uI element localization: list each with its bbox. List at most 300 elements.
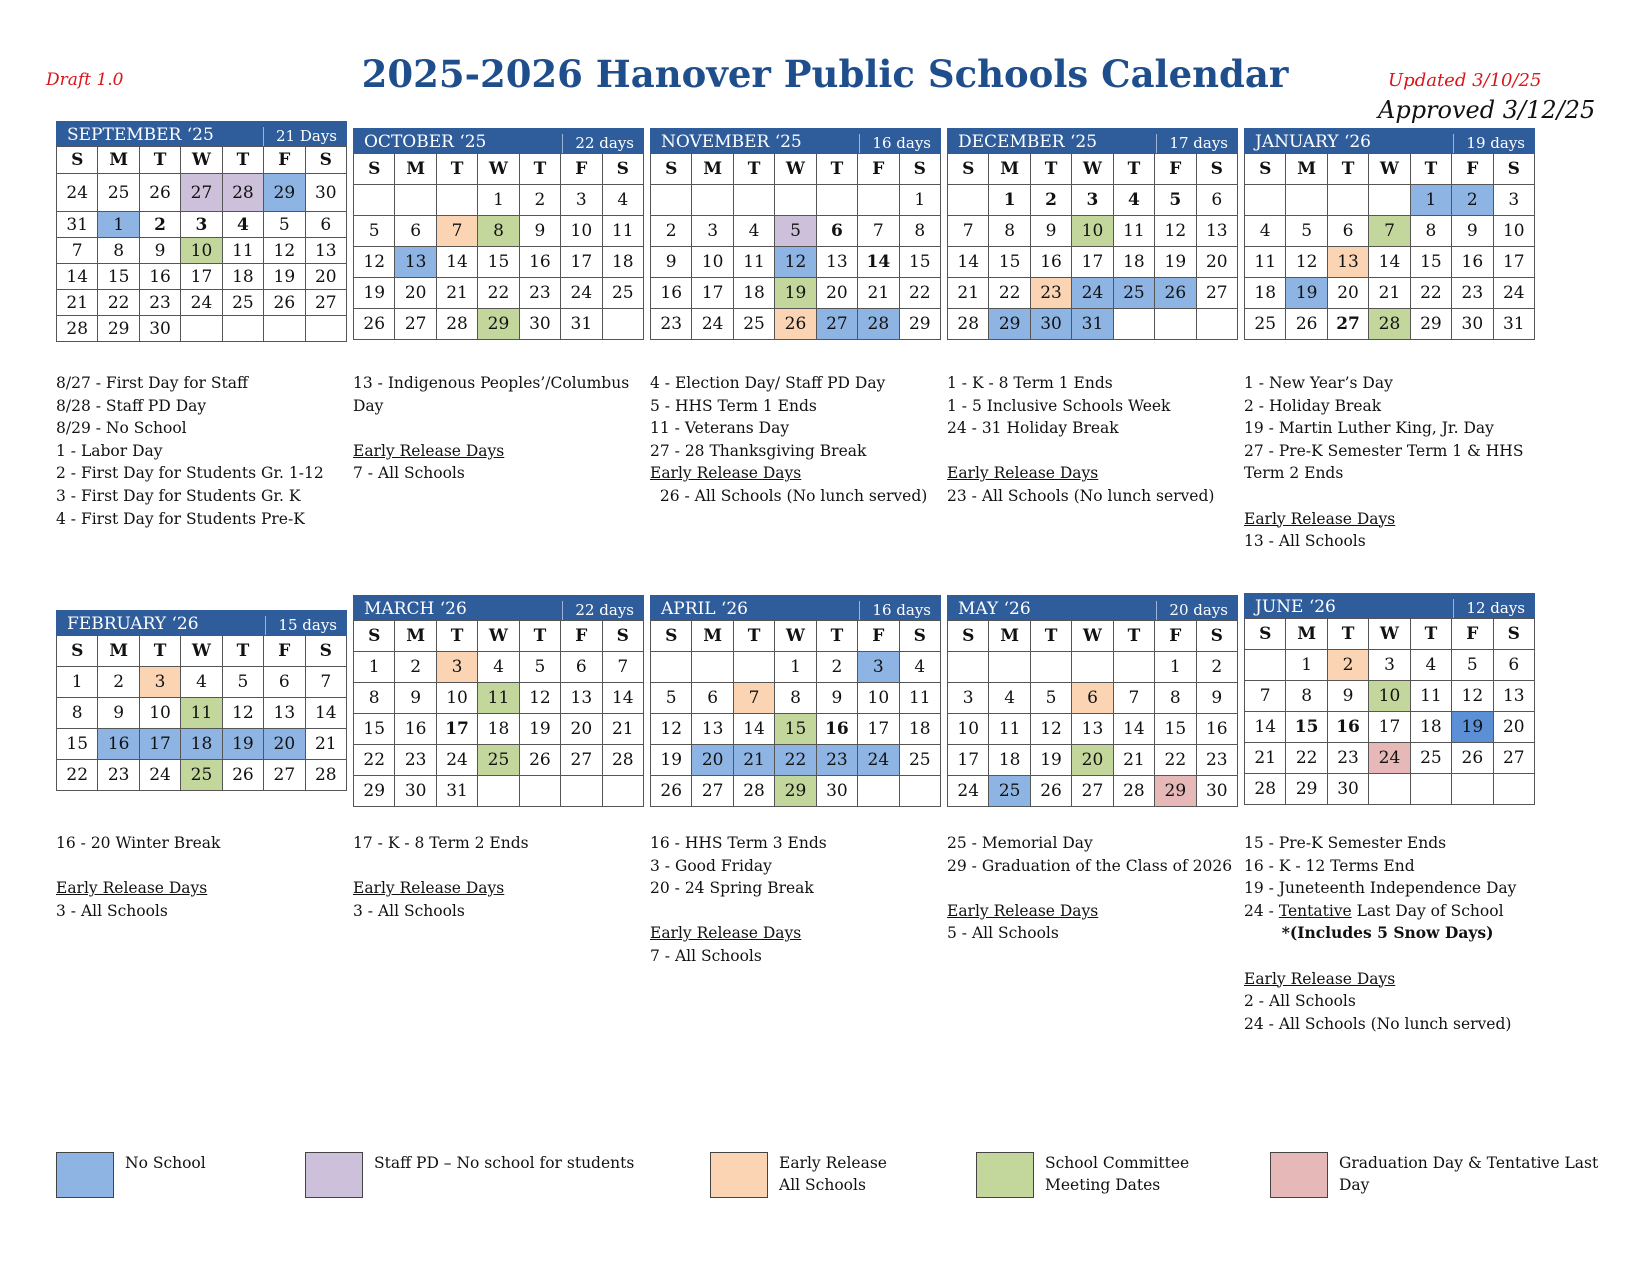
day-cell: 30 <box>1327 774 1368 805</box>
day-cell: 14 <box>602 683 643 714</box>
day-cell: 30 <box>1452 309 1493 340</box>
early-release-heading: Early Release Days <box>947 464 1099 483</box>
weekday-label: S <box>1245 619 1286 650</box>
day-cell: 1 <box>775 652 816 683</box>
week-row <box>354 652 644 683</box>
weekday-label: S <box>354 621 395 652</box>
day-cell: 3 <box>139 667 180 698</box>
day-cell: 5 <box>651 683 692 714</box>
day-cell: 12 <box>1452 681 1493 712</box>
day-cell: 3 <box>948 683 989 714</box>
note-line: 3 - First Day for Students Gr. K <box>56 486 301 505</box>
weekday-label: T <box>1410 154 1451 185</box>
note-line: 1 - New Year’s Day <box>1244 374 1393 392</box>
early-release-heading: Early Release Days <box>947 901 1099 920</box>
day-cell: 22 <box>899 278 940 309</box>
day-cell: 22 <box>775 745 816 776</box>
month-notes <box>1244 832 1544 1035</box>
empty-cell <box>733 652 774 683</box>
week-row <box>57 760 347 791</box>
day-cell: 5 <box>1030 683 1071 714</box>
month-grid <box>56 635 347 791</box>
day-cell: 14 <box>436 247 477 278</box>
month-name: JUNE ‘26 <box>1255 597 1336 617</box>
day-cell: 7 <box>57 238 98 264</box>
day-cell: 13 <box>395 247 436 278</box>
note-line: 2 - All Schools <box>1244 992 1356 1011</box>
empty-cell <box>395 185 436 216</box>
note-line: 3 - Good Friday <box>650 856 772 875</box>
day-cell: 18 <box>1245 278 1286 309</box>
day-cell: 3 <box>692 216 733 247</box>
note-line: 2 - Holiday Break <box>1244 396 1382 415</box>
month-header <box>947 128 1238 153</box>
day-cell: 2 <box>519 185 560 216</box>
day-cell: 6 <box>305 212 346 238</box>
weekday-label: M <box>395 154 436 185</box>
day-cell: 21 <box>1369 278 1410 309</box>
day-cell: 18 <box>1410 712 1451 743</box>
day-cell: 6 <box>816 216 857 247</box>
day-cell: 26 <box>222 760 263 791</box>
day-cell: 15 <box>1410 247 1451 278</box>
weekday-label: S <box>1196 621 1237 652</box>
day-cell: 14 <box>57 264 98 290</box>
day-cell: 28 <box>1369 309 1410 340</box>
day-cell: 20 <box>1327 278 1368 309</box>
day-cell: 27 <box>264 760 305 791</box>
weekday-label: W <box>775 154 816 185</box>
note-line: 8/27 - First Day for Staff <box>56 374 248 392</box>
week-row <box>1245 247 1535 278</box>
day-cell: 30 <box>305 174 346 212</box>
day-cell: 15 <box>478 247 519 278</box>
day-cell: 24 <box>948 776 989 807</box>
day-cell: 16 <box>395 714 436 745</box>
day-cell: 25 <box>478 745 519 776</box>
weekday-label: M <box>989 621 1030 652</box>
week-row <box>57 238 347 264</box>
day-cell: 10 <box>139 698 180 729</box>
day-cell: 21 <box>948 278 989 309</box>
day-cell: 25 <box>1410 743 1451 774</box>
day-cell: 28 <box>1113 776 1154 807</box>
day-cell: 8 <box>989 216 1030 247</box>
day-cell: 20 <box>1196 247 1237 278</box>
month-name: FEBRUARY ‘26 <box>67 614 199 634</box>
day-cell: 9 <box>816 683 857 714</box>
day-cell: 10 <box>1493 216 1534 247</box>
day-cell: 30 <box>1030 309 1071 340</box>
month-notes <box>947 832 1247 945</box>
day-cell: 18 <box>181 729 222 760</box>
month-calendar <box>353 595 644 807</box>
day-cell: 30 <box>395 776 436 807</box>
day-cell: 1 <box>899 185 940 216</box>
day-cell: 16 <box>816 714 857 745</box>
day-cell: 26 <box>651 776 692 807</box>
day-cell: 8 <box>775 683 816 714</box>
weekday-label: F <box>858 154 899 185</box>
day-cell: 2 <box>1327 650 1368 681</box>
day-cell: 17 <box>139 729 180 760</box>
day-cell: 15 <box>57 729 98 760</box>
legend-swatch <box>305 1152 363 1198</box>
week-row <box>1245 712 1535 743</box>
note-line: 13 - Indigenous Peoples’/Columbus <box>353 374 630 392</box>
day-cell: 16 <box>139 264 180 290</box>
early-release-heading: Early Release Days <box>353 441 505 460</box>
day-cell: 4 <box>899 652 940 683</box>
note-line: 16 - HHS Term 3 Ends <box>650 834 827 852</box>
day-cell: 20 <box>561 714 602 745</box>
month-name: MARCH ‘26 <box>364 599 467 619</box>
weekday-label: M <box>692 621 733 652</box>
weekday-label: F <box>264 147 305 174</box>
day-cell: 24 <box>57 174 98 212</box>
note-line: 3 - All Schools <box>56 901 168 920</box>
weekday-label: M <box>98 147 139 174</box>
day-cell: 17 <box>181 264 222 290</box>
day-cell: 2 <box>651 216 692 247</box>
month-header <box>353 128 644 153</box>
day-cell: 11 <box>222 238 263 264</box>
day-cell: 6 <box>1072 683 1113 714</box>
day-cell: 20 <box>1493 712 1534 743</box>
day-cell: 18 <box>478 714 519 745</box>
day-cell: 19 <box>775 278 816 309</box>
day-cell: 20 <box>305 264 346 290</box>
day-cell: 3 <box>561 185 602 216</box>
day-cell: 28 <box>436 309 477 340</box>
weekday-label: S <box>305 147 346 174</box>
legend-swatch <box>56 1152 114 1198</box>
note-line: 1 - Labor Day <box>56 441 163 460</box>
day-cell: 27 <box>181 174 222 212</box>
day-cell: 20 <box>264 729 305 760</box>
note-line: Term 2 Ends <box>1244 464 1344 483</box>
day-cell: 13 <box>816 247 857 278</box>
legend-swatch <box>710 1152 768 1198</box>
day-cell: 12 <box>651 714 692 745</box>
empty-cell <box>899 776 940 807</box>
day-cell: 25 <box>602 278 643 309</box>
note-line: 24 - All Schools (No lunch served) <box>1244 1014 1512 1033</box>
school-days-count: 22 days <box>562 134 644 153</box>
month-calendar <box>947 128 1238 340</box>
empty-cell <box>1369 774 1410 805</box>
day-cell: 22 <box>1155 745 1196 776</box>
day-cell: 12 <box>519 683 560 714</box>
note-line: 27 - Pre-K Semester Term 1 & HHS <box>1244 441 1524 460</box>
month-header <box>56 610 347 635</box>
early-release-heading: Early Release Days <box>353 879 505 898</box>
month-name: SEPTEMBER ‘25 <box>67 125 214 145</box>
month-notes <box>353 832 653 922</box>
day-cell: 11 <box>181 698 222 729</box>
month-grid <box>947 620 1238 807</box>
day-cell: 9 <box>519 216 560 247</box>
empty-cell <box>1493 774 1534 805</box>
empty-cell <box>733 185 774 216</box>
weekday-label: F <box>1155 621 1196 652</box>
day-cell: 27 <box>561 745 602 776</box>
week-row <box>651 652 941 683</box>
day-cell: 8 <box>1286 681 1327 712</box>
day-cell: 15 <box>1286 712 1327 743</box>
day-cell: 6 <box>1493 650 1534 681</box>
empty-cell <box>989 652 1030 683</box>
day-cell: 12 <box>1286 247 1327 278</box>
note-line: 1 - K - 8 Term 1 Ends <box>947 374 1113 392</box>
day-cell: 20 <box>692 745 733 776</box>
day-cell: 23 <box>519 278 560 309</box>
school-days-count: 16 days <box>859 601 941 620</box>
day-cell: 22 <box>1410 278 1451 309</box>
empty-cell <box>1196 309 1237 340</box>
day-cell: 24 <box>1493 278 1534 309</box>
week-row <box>354 745 644 776</box>
empty-cell <box>305 316 346 342</box>
day-cell: 26 <box>519 745 560 776</box>
day-cell: 7 <box>602 652 643 683</box>
day-cell: 13 <box>1072 714 1113 745</box>
day-cell: 16 <box>1196 714 1237 745</box>
week-row <box>1245 650 1535 681</box>
day-cell: 10 <box>858 683 899 714</box>
day-cell: 19 <box>1030 745 1071 776</box>
weekday-label: M <box>98 636 139 667</box>
day-cell: 5 <box>222 667 263 698</box>
weekday-label: F <box>1452 154 1493 185</box>
note-line: 5 - HHS Term 1 Ends <box>650 396 817 415</box>
day-cell: 4 <box>478 652 519 683</box>
day-cell: 8 <box>899 216 940 247</box>
school-days-count: 20 days <box>1156 601 1238 620</box>
note-line <box>947 877 1247 900</box>
note-line: 8/28 - Staff PD Day <box>56 396 207 415</box>
empty-cell <box>264 316 305 342</box>
day-cell: 19 <box>264 264 305 290</box>
day-cell: 14 <box>1245 712 1286 743</box>
day-cell: 1 <box>1286 650 1327 681</box>
day-cell: 27 <box>305 290 346 316</box>
day-cell: 16 <box>1030 247 1071 278</box>
week-row <box>651 185 941 216</box>
day-cell: 21 <box>602 714 643 745</box>
month-grid <box>353 620 644 807</box>
day-cell: 9 <box>395 683 436 714</box>
day-cell: 29 <box>98 316 139 342</box>
month-grid <box>650 153 941 340</box>
weekday-label: W <box>478 621 519 652</box>
weekday-label: F <box>561 154 602 185</box>
day-cell: 15 <box>899 247 940 278</box>
weekday-label: S <box>57 636 98 667</box>
weekday-label: S <box>651 154 692 185</box>
day-cell: 29 <box>1410 309 1451 340</box>
day-cell: 9 <box>1327 681 1368 712</box>
day-cell: 17 <box>948 745 989 776</box>
day-cell: 27 <box>692 776 733 807</box>
legend-swatch <box>1270 1152 1328 1198</box>
day-cell: 1 <box>57 667 98 698</box>
note-line <box>56 855 356 878</box>
empty-cell <box>1113 309 1154 340</box>
month-notes <box>56 832 356 922</box>
weekday-label: T <box>816 621 857 652</box>
day-cell: 17 <box>692 278 733 309</box>
weekday-label: F <box>264 636 305 667</box>
day-cell: 7 <box>1113 683 1154 714</box>
empty-cell <box>1327 185 1368 216</box>
day-cell: 18 <box>602 247 643 278</box>
week-row <box>948 247 1238 278</box>
day-cell: 27 <box>1196 278 1237 309</box>
day-cell: 18 <box>1113 247 1154 278</box>
weekday-label: S <box>1196 154 1237 185</box>
day-cell: 30 <box>139 316 180 342</box>
day-cell: 17 <box>858 714 899 745</box>
empty-cell <box>775 185 816 216</box>
weekday-label: S <box>1245 154 1286 185</box>
empty-cell <box>1155 309 1196 340</box>
approved-label: Approved 3/12/25 <box>1378 96 1596 124</box>
day-cell: 6 <box>1327 216 1368 247</box>
day-cell: 13 <box>305 238 346 264</box>
empty-cell <box>602 309 643 340</box>
week-row <box>948 776 1238 807</box>
day-cell: 12 <box>1155 216 1196 247</box>
weekday-label: T <box>1030 154 1071 185</box>
month-notes <box>650 372 950 508</box>
day-cell: 2 <box>1452 185 1493 216</box>
day-cell: 6 <box>395 216 436 247</box>
school-days-count: 19 days <box>1453 134 1535 153</box>
day-cell: 4 <box>733 216 774 247</box>
day-cell: 5 <box>264 212 305 238</box>
day-cell: 19 <box>354 278 395 309</box>
empty-cell <box>602 776 643 807</box>
month-calendar <box>650 595 941 807</box>
early-release-heading: Early Release Days <box>650 924 802 943</box>
empty-cell <box>858 185 899 216</box>
weekday-label: S <box>948 154 989 185</box>
weekday-label: S <box>948 621 989 652</box>
day-cell: 24 <box>692 309 733 340</box>
week-row <box>1245 681 1535 712</box>
note-line: Day <box>353 396 384 415</box>
month-grid <box>1244 618 1535 805</box>
day-cell: 20 <box>1072 745 1113 776</box>
day-cell: 13 <box>561 683 602 714</box>
week-row <box>57 174 347 212</box>
weekday-label: T <box>1113 621 1154 652</box>
weekday-label: W <box>1369 154 1410 185</box>
week-row <box>651 683 941 714</box>
weekday-label: S <box>57 147 98 174</box>
weekday-label: M <box>1286 619 1327 650</box>
day-cell: 5 <box>1286 216 1327 247</box>
day-cell: 26 <box>1286 309 1327 340</box>
note-line <box>650 900 950 923</box>
month-notes <box>947 372 1247 508</box>
week-row <box>651 714 941 745</box>
day-cell: 10 <box>436 683 477 714</box>
day-cell: 21 <box>436 278 477 309</box>
day-cell: 21 <box>305 729 346 760</box>
day-cell: 20 <box>816 278 857 309</box>
day-cell: 21 <box>733 745 774 776</box>
weekday-label: S <box>602 154 643 185</box>
day-cell: 23 <box>651 309 692 340</box>
day-cell: 4 <box>1245 216 1286 247</box>
week-row <box>651 776 941 807</box>
day-cell: 8 <box>1155 683 1196 714</box>
day-cell: 29 <box>264 174 305 212</box>
note-line: 15 - Pre-K Semester Ends <box>1244 834 1447 852</box>
month-notes <box>650 832 950 968</box>
day-cell: 10 <box>1369 681 1410 712</box>
week-row <box>651 309 941 340</box>
weekday-label: F <box>1452 619 1493 650</box>
day-cell: 7 <box>1245 681 1286 712</box>
note-line: 13 - All Schools <box>1244 532 1366 551</box>
weekday-label: T <box>733 154 774 185</box>
day-cell: 23 <box>1030 278 1071 309</box>
day-cell: 8 <box>354 683 395 714</box>
day-cell: 16 <box>651 278 692 309</box>
note-line: 17 - K - 8 Term 2 Ends <box>353 834 529 852</box>
day-cell: 28 <box>305 760 346 791</box>
day-cell: 14 <box>305 698 346 729</box>
day-cell: 15 <box>989 247 1030 278</box>
school-days-count: 17 days <box>1156 134 1238 153</box>
day-cell: 26 <box>354 309 395 340</box>
day-cell: 16 <box>98 729 139 760</box>
month-grid <box>947 153 1238 340</box>
month-header <box>1244 593 1535 618</box>
day-cell: 9 <box>1452 216 1493 247</box>
school-days-count: 22 days <box>562 601 644 620</box>
day-cell: 2 <box>395 652 436 683</box>
weekday-label: T <box>816 154 857 185</box>
day-cell: 19 <box>1452 712 1493 743</box>
day-cell: 31 <box>436 776 477 807</box>
week-row <box>1245 743 1535 774</box>
day-cell: 24 <box>181 290 222 316</box>
week-row <box>57 698 347 729</box>
day-cell: 27 <box>1327 309 1368 340</box>
note-line <box>1244 945 1544 968</box>
weekday-label: F <box>858 621 899 652</box>
month-header <box>56 121 347 146</box>
day-cell: 27 <box>1493 743 1534 774</box>
empty-cell <box>519 776 560 807</box>
day-cell: 21 <box>858 278 899 309</box>
day-cell: 23 <box>1327 743 1368 774</box>
week-row <box>651 247 941 278</box>
month-calendar <box>56 121 347 342</box>
day-cell: 22 <box>354 745 395 776</box>
empty-cell <box>858 776 899 807</box>
day-cell: 1 <box>354 652 395 683</box>
note-line: 24 - Tentative Last Day of School <box>1244 901 1504 920</box>
week-row <box>57 212 347 238</box>
note-line: 8/29 - No School <box>56 419 187 438</box>
day-cell: 19 <box>651 745 692 776</box>
day-cell: 6 <box>1196 185 1237 216</box>
